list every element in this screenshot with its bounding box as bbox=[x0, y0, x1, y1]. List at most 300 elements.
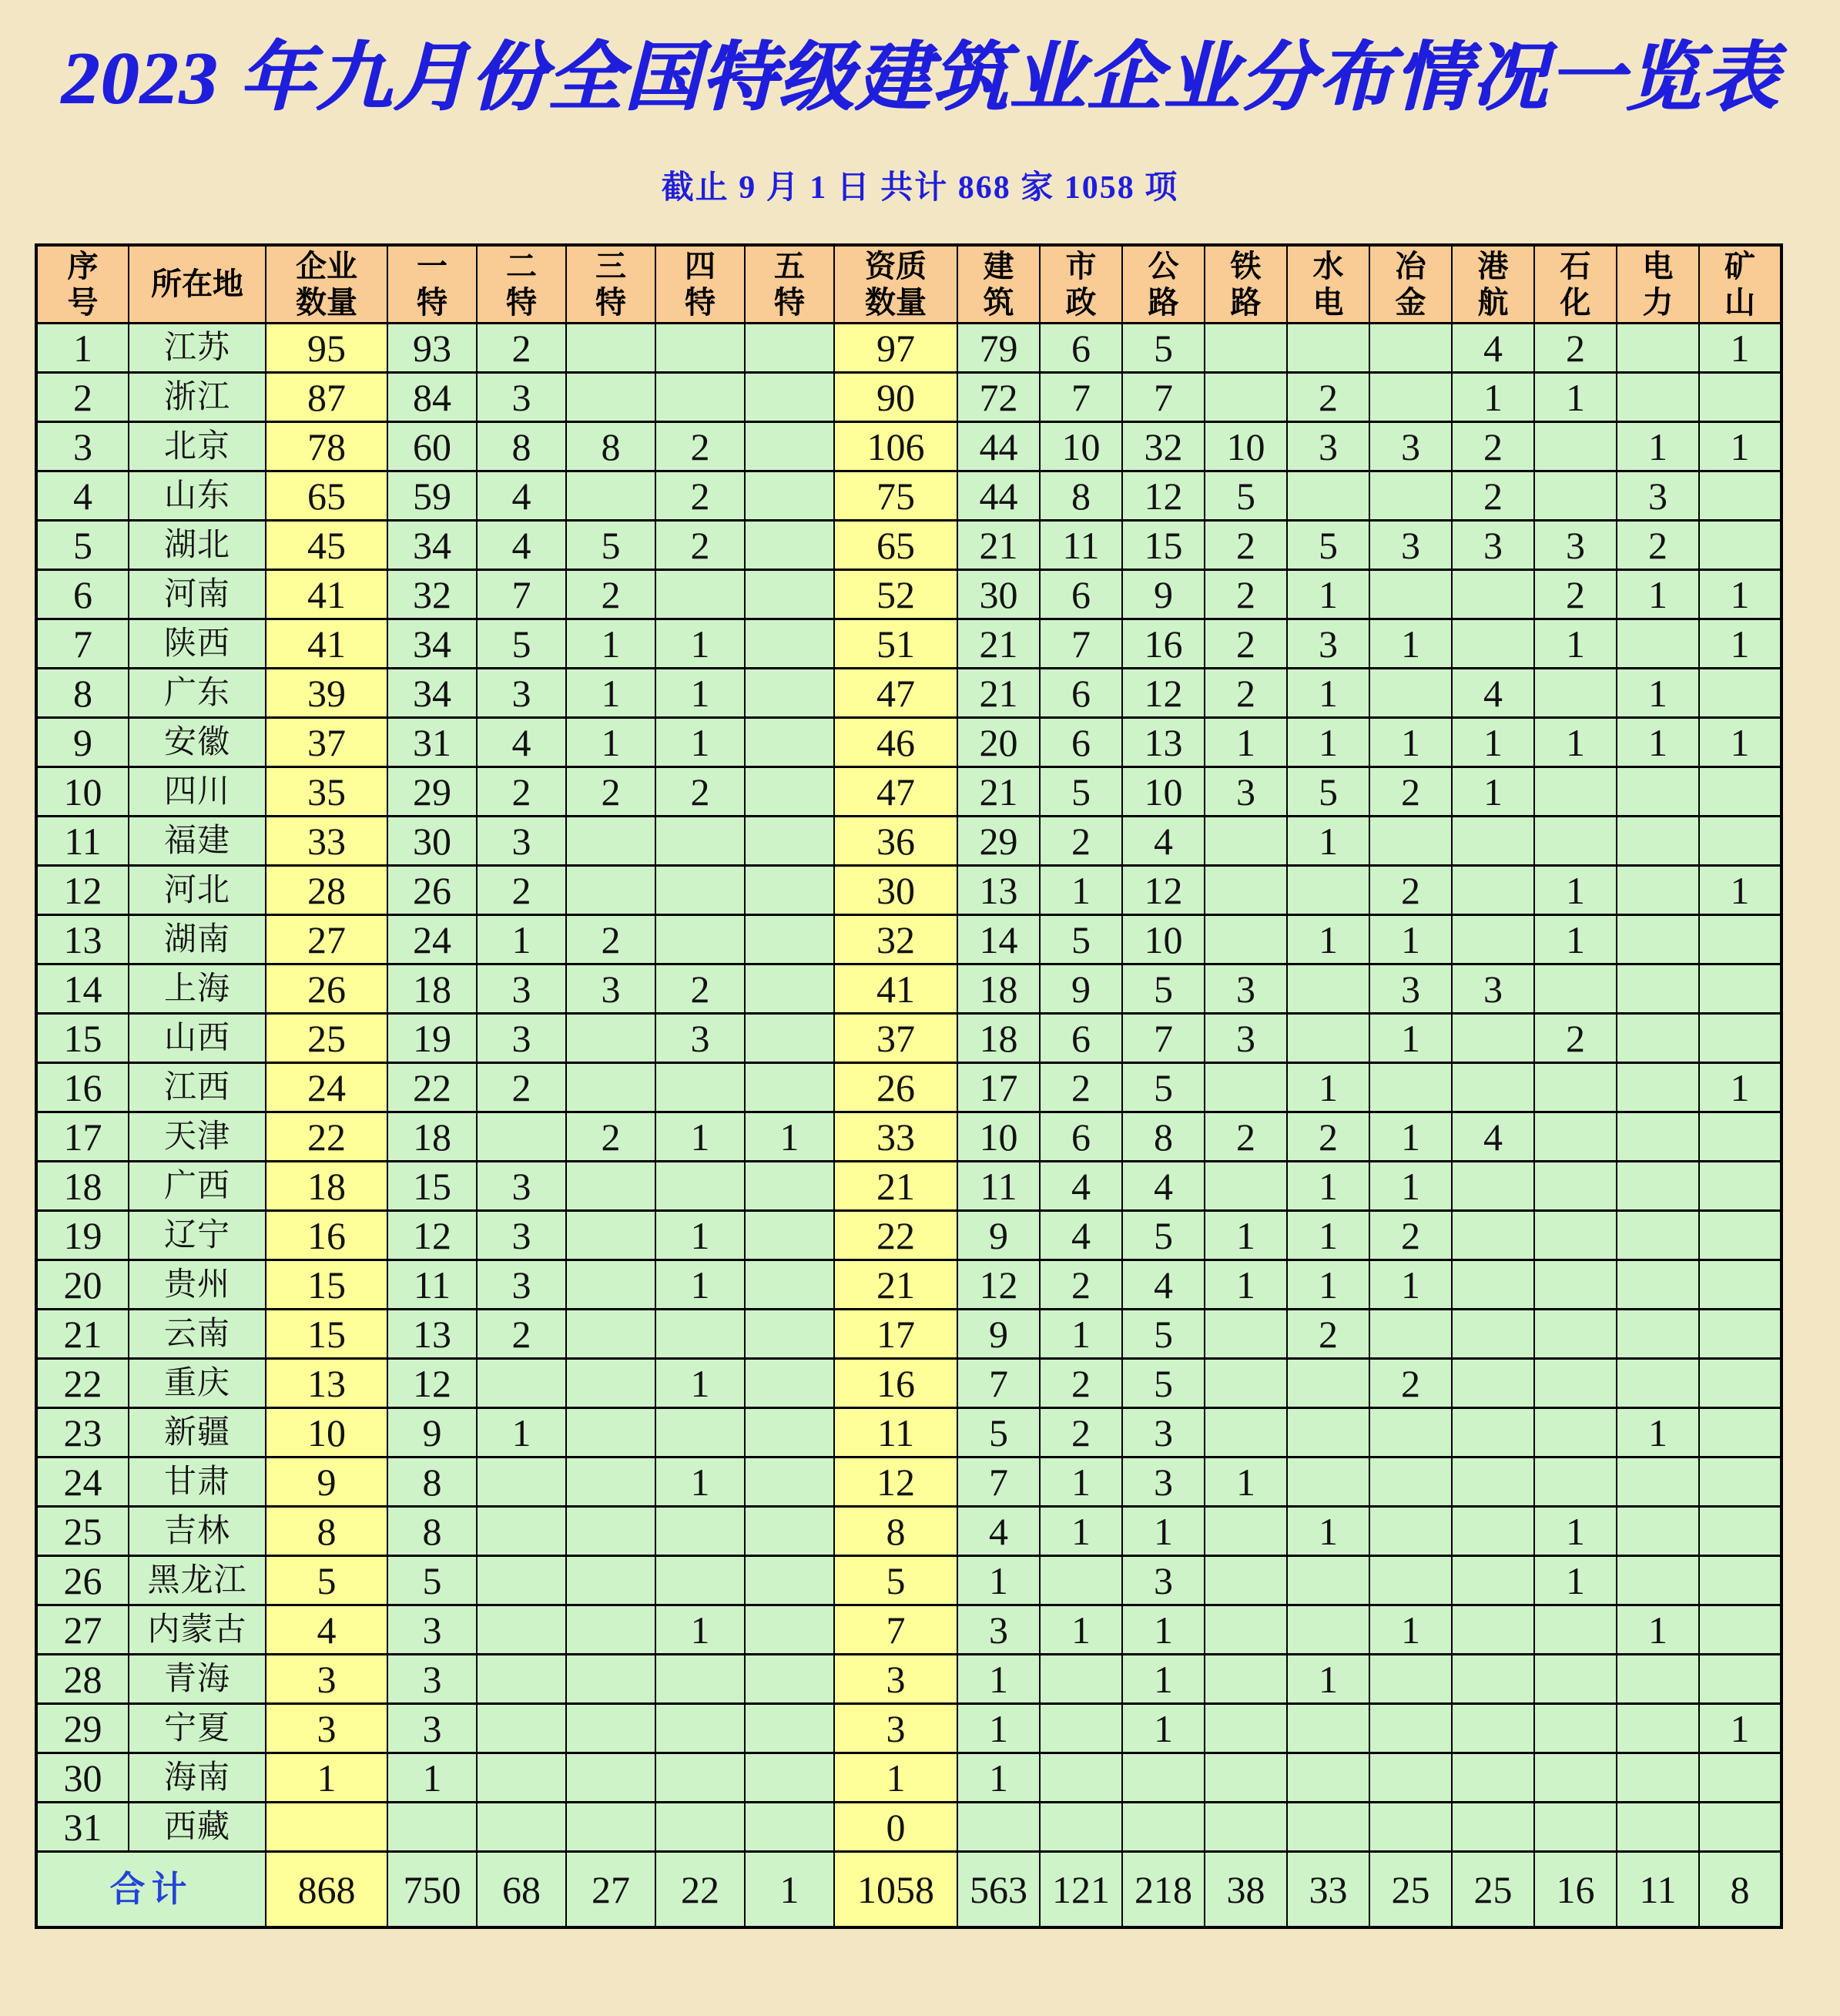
column-header-municipal bbox=[1040, 245, 1122, 324]
table-cell: 11 bbox=[1040, 521, 1122, 570]
table-cell: 12 bbox=[1122, 866, 1205, 915]
table-cell: 3 bbox=[957, 1605, 1040, 1655]
table-cell bbox=[1699, 1408, 1781, 1457]
table-cell: 1 bbox=[1534, 1556, 1617, 1605]
table-cell: 5 bbox=[1122, 1310, 1205, 1359]
table-cell: 1 bbox=[1205, 1260, 1287, 1310]
table-cell: 3 bbox=[1369, 521, 1452, 570]
table-cell: 1 bbox=[1699, 619, 1781, 669]
table-cell: 2 bbox=[566, 1112, 655, 1162]
table-cell bbox=[1617, 1310, 1699, 1359]
table-cell: 1 bbox=[477, 1408, 566, 1457]
table-cell bbox=[1205, 1310, 1287, 1359]
table-cell: 1 bbox=[1122, 1605, 1205, 1655]
table-cell bbox=[566, 471, 655, 521]
table-cell: 3 bbox=[1122, 1408, 1205, 1457]
table-cell bbox=[1699, 471, 1781, 521]
table-cell bbox=[566, 1211, 655, 1260]
table-cell bbox=[387, 1803, 477, 1852]
table-cell: 14 bbox=[957, 915, 1040, 964]
table-cell: 8 bbox=[1040, 471, 1122, 521]
table-cell bbox=[1287, 1556, 1369, 1605]
row-region-cell: 陕西 bbox=[129, 619, 266, 669]
total-value-cell: 16 bbox=[1534, 1852, 1617, 1927]
row-serial-cell: 27 bbox=[36, 1605, 129, 1655]
table-cell bbox=[1452, 1310, 1534, 1359]
table-row bbox=[36, 1260, 1781, 1310]
table-header bbox=[36, 245, 1781, 324]
table-cell: 6 bbox=[1040, 570, 1122, 619]
table-cell bbox=[745, 767, 834, 817]
table-cell: 34 bbox=[387, 619, 477, 669]
row-serial-cell: 12 bbox=[36, 866, 129, 915]
table-cell: 1 bbox=[655, 669, 745, 718]
row-region-cell: 贵州 bbox=[129, 1260, 266, 1310]
column-header-text: 四 bbox=[685, 248, 716, 283]
table-cell: 1 bbox=[1699, 1063, 1781, 1112]
table-cell: 17 bbox=[957, 1063, 1040, 1112]
table-cell: 6 bbox=[1040, 669, 1122, 718]
table-cell: 15 bbox=[1122, 521, 1205, 570]
column-header-location bbox=[129, 245, 266, 324]
table-cell: 1 bbox=[1369, 1605, 1452, 1655]
row-serial-cell: 9 bbox=[36, 718, 129, 767]
table-cell bbox=[1699, 817, 1781, 866]
table-cell bbox=[655, 1704, 745, 1753]
table-cell bbox=[566, 1162, 655, 1211]
column-header-metallurgy bbox=[1369, 245, 1452, 324]
table-cell: 4 bbox=[1040, 1211, 1122, 1260]
row-serial-cell: 18 bbox=[36, 1162, 129, 1211]
table-cell: 32 bbox=[1122, 422, 1205, 471]
table-cell bbox=[745, 964, 834, 1014]
table-cell: 1 bbox=[387, 1753, 477, 1803]
table-cell bbox=[655, 1408, 745, 1457]
table-cell bbox=[1452, 1556, 1534, 1605]
table-cell: 5 bbox=[387, 1556, 477, 1605]
table-cell: 3 bbox=[1122, 1457, 1205, 1507]
column-header-hydropower bbox=[1287, 245, 1369, 324]
table-cell: 2 bbox=[1040, 1063, 1122, 1112]
table-row bbox=[36, 669, 1781, 718]
table-cell: 9 bbox=[387, 1408, 477, 1457]
table-cell bbox=[477, 1112, 566, 1162]
table-cell bbox=[566, 1359, 655, 1408]
table-cell: 20 bbox=[957, 718, 1040, 767]
table-cell: 4 bbox=[266, 1605, 387, 1655]
table-row bbox=[36, 718, 1781, 767]
table-cell: 18 bbox=[266, 1162, 387, 1211]
table-cell: 1 bbox=[1369, 718, 1452, 767]
table-cell: 3 bbox=[387, 1655, 477, 1704]
table-cell bbox=[1699, 915, 1781, 964]
table-cell bbox=[1617, 1507, 1699, 1556]
table-cell bbox=[745, 1507, 834, 1556]
row-serial-cell: 4 bbox=[36, 471, 129, 521]
column-header-construction bbox=[957, 245, 1040, 324]
header-row bbox=[36, 245, 1781, 324]
table-cell: 33 bbox=[266, 817, 387, 866]
table-cell bbox=[1699, 1655, 1781, 1704]
table-cell bbox=[1287, 1408, 1369, 1457]
column-header-text: 数量 bbox=[296, 285, 357, 320]
column-header-text: 五 bbox=[774, 248, 805, 283]
table-cell bbox=[1617, 1112, 1699, 1162]
table-cell: 3 bbox=[1287, 619, 1369, 669]
table-cell: 3 bbox=[387, 1605, 477, 1655]
row-region-cell: 河北 bbox=[129, 866, 266, 915]
column-header-mining bbox=[1699, 245, 1781, 324]
table-cell bbox=[655, 1310, 745, 1359]
row-region-cell: 重庆 bbox=[129, 1359, 266, 1408]
table-cell: 44 bbox=[957, 422, 1040, 471]
column-header-text: 筑 bbox=[983, 285, 1014, 320]
table-cell: 12 bbox=[834, 1457, 957, 1507]
column-header-text: 三 bbox=[595, 248, 626, 283]
table-cell bbox=[1534, 767, 1617, 817]
table-cell: 6 bbox=[1040, 718, 1122, 767]
table-cell: 2 bbox=[1617, 521, 1699, 570]
table-cell bbox=[1617, 866, 1699, 915]
table-row bbox=[36, 1063, 1781, 1112]
table-cell bbox=[1452, 1507, 1534, 1556]
table-cell bbox=[566, 1507, 655, 1556]
table-cell: 1 bbox=[1699, 422, 1781, 471]
table-cell: 65 bbox=[266, 471, 387, 521]
table-cell bbox=[1287, 471, 1369, 521]
table-cell bbox=[1452, 619, 1534, 669]
table-cell bbox=[1369, 669, 1452, 718]
table-cell: 11 bbox=[957, 1162, 1040, 1211]
table-cell bbox=[1452, 866, 1534, 915]
table-cell: 2 bbox=[1369, 1211, 1452, 1260]
table-cell bbox=[745, 669, 834, 718]
table-cell bbox=[1369, 1556, 1452, 1605]
row-region-cell: 北京 bbox=[129, 422, 266, 471]
table-cell bbox=[566, 373, 655, 422]
table-cell bbox=[1369, 570, 1452, 619]
table-cell: 3 bbox=[1617, 471, 1699, 521]
table-cell bbox=[1287, 1359, 1369, 1408]
table-cell: 1 bbox=[655, 1112, 745, 1162]
column-header-text: 金 bbox=[1395, 285, 1426, 320]
table-cell: 1 bbox=[957, 1556, 1040, 1605]
column-header-text: 航 bbox=[1477, 285, 1509, 320]
table-cell bbox=[1369, 1753, 1452, 1803]
table-cell bbox=[1287, 1014, 1369, 1063]
column-header-electric-power bbox=[1617, 245, 1699, 324]
table-cell: 1 bbox=[1040, 1605, 1122, 1655]
table-cell: 2 bbox=[1040, 1359, 1122, 1408]
table-cell: 10 bbox=[266, 1408, 387, 1457]
total-value-cell: 27 bbox=[566, 1852, 655, 1927]
table-cell: 8 bbox=[566, 422, 655, 471]
table-cell: 2 bbox=[655, 521, 745, 570]
table-cell: 1 bbox=[1452, 767, 1534, 817]
table-cell: 4 bbox=[1122, 817, 1205, 866]
table-row bbox=[36, 1507, 1781, 1556]
table-cell: 10 bbox=[1122, 767, 1205, 817]
table-cell bbox=[1369, 1457, 1452, 1507]
table-cell: 1 bbox=[1287, 1507, 1369, 1556]
table-cell: 2 bbox=[1452, 422, 1534, 471]
table-cell: 2 bbox=[1369, 767, 1452, 817]
row-serial-cell: 30 bbox=[36, 1753, 129, 1803]
table-cell: 12 bbox=[387, 1211, 477, 1260]
table-cell bbox=[477, 1655, 566, 1704]
table-cell: 5 bbox=[834, 1556, 957, 1605]
table-cell bbox=[1452, 1014, 1534, 1063]
table-cell bbox=[566, 866, 655, 915]
table-cell: 1 bbox=[655, 1457, 745, 1507]
table-cell: 22 bbox=[387, 1063, 477, 1112]
table-cell: 26 bbox=[834, 1063, 957, 1112]
table-cell: 2 bbox=[1369, 1359, 1452, 1408]
table-cell: 2 bbox=[1205, 521, 1287, 570]
table-cell: 7 bbox=[834, 1605, 957, 1655]
table-cell: 21 bbox=[957, 767, 1040, 817]
table-cell bbox=[1205, 324, 1287, 373]
column-header-port-waterway bbox=[1452, 245, 1534, 324]
table-cell: 95 bbox=[266, 324, 387, 373]
table-cell: 4 bbox=[477, 471, 566, 521]
table-cell: 1 bbox=[957, 1704, 1040, 1753]
table-cell: 5 bbox=[1122, 1063, 1205, 1112]
table-cell: 9 bbox=[1122, 570, 1205, 619]
table-cell bbox=[1369, 1310, 1452, 1359]
table-cell: 4 bbox=[1452, 1112, 1534, 1162]
table-cell: 37 bbox=[266, 718, 387, 767]
column-header-special-1 bbox=[387, 245, 477, 324]
table-cell bbox=[745, 1063, 834, 1112]
total-value-cell: 868 bbox=[266, 1852, 387, 1927]
table-cell bbox=[1369, 1063, 1452, 1112]
table-cell: 1 bbox=[957, 1753, 1040, 1803]
table-cell: 1 bbox=[1287, 669, 1369, 718]
table-row bbox=[36, 767, 1781, 817]
total-value-cell: 22 bbox=[655, 1852, 745, 1927]
table-cell: 1 bbox=[1369, 915, 1452, 964]
total-value-cell: 33 bbox=[1287, 1852, 1369, 1927]
table-cell bbox=[566, 1605, 655, 1655]
table-cell: 87 bbox=[266, 373, 387, 422]
table-cell: 1 bbox=[1287, 1260, 1369, 1310]
table-cell bbox=[1452, 1408, 1534, 1457]
table-cell: 16 bbox=[266, 1211, 387, 1260]
row-serial-cell: 29 bbox=[36, 1704, 129, 1753]
table-cell: 1 bbox=[1287, 817, 1369, 866]
table-cell bbox=[1205, 1162, 1287, 1211]
table-row bbox=[36, 422, 1781, 471]
table-cell: 24 bbox=[387, 915, 477, 964]
table-cell bbox=[1617, 324, 1699, 373]
table-cell: 1 bbox=[1699, 866, 1781, 915]
table-cell: 2 bbox=[655, 422, 745, 471]
table-cell: 2 bbox=[1452, 471, 1534, 521]
table-cell: 13 bbox=[1122, 718, 1205, 767]
table-cell: 30 bbox=[957, 570, 1040, 619]
table-cell: 13 bbox=[957, 866, 1040, 915]
total-row bbox=[36, 1852, 1781, 1927]
table-cell bbox=[1617, 1457, 1699, 1507]
total-value-cell: 121 bbox=[1040, 1852, 1122, 1927]
table-cell: 93 bbox=[387, 324, 477, 373]
table-cell: 18 bbox=[957, 964, 1040, 1014]
table-cell: 2 bbox=[1534, 324, 1617, 373]
table-cell: 5 bbox=[566, 521, 655, 570]
table-cell bbox=[1534, 669, 1617, 718]
column-header-highway bbox=[1122, 245, 1205, 324]
table-cell: 2 bbox=[1040, 1260, 1122, 1310]
table-cell: 1 bbox=[1534, 619, 1617, 669]
column-header-special-4 bbox=[655, 245, 745, 324]
table-cell: 15 bbox=[266, 1260, 387, 1310]
table-cell: 16 bbox=[834, 1359, 957, 1408]
table-cell bbox=[1205, 1556, 1287, 1605]
row-region-cell: 内蒙古 bbox=[129, 1605, 266, 1655]
table-cell: 7 bbox=[1122, 373, 1205, 422]
table-cell: 15 bbox=[266, 1310, 387, 1359]
table-cell bbox=[477, 1605, 566, 1655]
table-cell bbox=[745, 1408, 834, 1457]
total-value-cell: 11 bbox=[1617, 1852, 1699, 1927]
column-header-text: 路 bbox=[1230, 285, 1262, 320]
table-cell bbox=[1699, 1605, 1781, 1655]
table-cell: 32 bbox=[387, 570, 477, 619]
table-cell bbox=[1534, 817, 1617, 866]
table-cell: 9 bbox=[266, 1457, 387, 1507]
table-cell: 16 bbox=[1122, 619, 1205, 669]
table-cell bbox=[1287, 1753, 1369, 1803]
table-cell: 3 bbox=[477, 817, 566, 866]
table-cell: 7 bbox=[957, 1359, 1040, 1408]
table-cell bbox=[1205, 1655, 1287, 1704]
table-body bbox=[36, 324, 1781, 1927]
table-cell: 1 bbox=[1699, 570, 1781, 619]
row-region-cell: 宁夏 bbox=[129, 1704, 266, 1753]
table-cell: 10 bbox=[957, 1112, 1040, 1162]
table-cell: 1 bbox=[1205, 718, 1287, 767]
table-cell: 35 bbox=[266, 767, 387, 817]
table-cell bbox=[655, 1753, 745, 1803]
column-header-text: 电 bbox=[1312, 285, 1344, 320]
table-cell: 45 bbox=[266, 521, 387, 570]
table-cell: 4 bbox=[1040, 1162, 1122, 1211]
row-serial-cell: 24 bbox=[36, 1457, 129, 1507]
table-cell: 1 bbox=[1287, 718, 1369, 767]
table-cell bbox=[1205, 1704, 1287, 1753]
table-cell bbox=[745, 1162, 834, 1211]
table-cell bbox=[1617, 1014, 1699, 1063]
table-cell bbox=[477, 1704, 566, 1753]
table-cell bbox=[655, 1655, 745, 1704]
table-cell: 3 bbox=[477, 669, 566, 718]
table-cell bbox=[745, 817, 834, 866]
table-cell bbox=[655, 1162, 745, 1211]
table-cell: 78 bbox=[266, 422, 387, 471]
table-cell bbox=[655, 1063, 745, 1112]
table-cell bbox=[1617, 1803, 1699, 1852]
table-cell: 41 bbox=[834, 964, 957, 1014]
row-serial-cell: 1 bbox=[36, 324, 129, 373]
table-cell: 1 bbox=[1699, 718, 1781, 767]
table-cell bbox=[1205, 1063, 1287, 1112]
table-cell bbox=[566, 1260, 655, 1310]
row-serial-cell: 23 bbox=[36, 1408, 129, 1457]
table-cell: 4 bbox=[1122, 1162, 1205, 1211]
page-subtitle: 截止 9 月 1 日 共计 868 家 1058 项 bbox=[661, 169, 1179, 206]
table-cell bbox=[1452, 1605, 1534, 1655]
table-cell: 26 bbox=[387, 866, 477, 915]
table-cell bbox=[1534, 1211, 1617, 1260]
table-row bbox=[36, 1211, 1781, 1260]
table-cell: 11 bbox=[834, 1408, 957, 1457]
table-cell bbox=[1369, 1507, 1452, 1556]
table-cell: 5 bbox=[1040, 915, 1122, 964]
table-cell: 4 bbox=[1122, 1260, 1205, 1310]
table-cell: 3 bbox=[387, 1704, 477, 1753]
table-cell: 30 bbox=[834, 866, 957, 915]
table-cell: 2 bbox=[655, 964, 745, 1014]
table-cell bbox=[1699, 1162, 1781, 1211]
table-cell bbox=[1617, 817, 1699, 866]
table-cell: 1 bbox=[1617, 1605, 1699, 1655]
table-row bbox=[36, 1556, 1781, 1605]
table-cell bbox=[1205, 817, 1287, 866]
total-value-cell: 563 bbox=[957, 1852, 1040, 1927]
table-cell bbox=[1617, 1359, 1699, 1408]
table-cell bbox=[957, 1803, 1040, 1852]
table-cell bbox=[1369, 1803, 1452, 1852]
table-cell: 5 bbox=[1205, 471, 1287, 521]
table-cell bbox=[1534, 1310, 1617, 1359]
table-cell bbox=[1534, 1260, 1617, 1310]
table-cell: 11 bbox=[387, 1260, 477, 1310]
table-cell bbox=[1205, 373, 1287, 422]
table-cell bbox=[1452, 1803, 1534, 1852]
table-cell bbox=[566, 1753, 655, 1803]
table-cell: 5 bbox=[1287, 767, 1369, 817]
table-cell: 3 bbox=[1287, 422, 1369, 471]
table-cell: 1 bbox=[566, 669, 655, 718]
table-cell bbox=[1534, 1605, 1617, 1655]
table-cell: 72 bbox=[957, 373, 1040, 422]
column-header-text: 数量 bbox=[865, 285, 927, 320]
table-cell bbox=[1534, 1112, 1617, 1162]
table-row bbox=[36, 1014, 1781, 1063]
row-region-cell: 山东 bbox=[129, 471, 266, 521]
table-row bbox=[36, 373, 1781, 422]
table-cell bbox=[1452, 1260, 1534, 1310]
table-cell: 7 bbox=[477, 570, 566, 619]
table-cell bbox=[1040, 1556, 1122, 1605]
table-cell: 7 bbox=[1122, 1014, 1205, 1063]
column-header-text: 矿 bbox=[1724, 248, 1755, 283]
table-cell: 52 bbox=[834, 570, 957, 619]
table-cell: 25 bbox=[266, 1014, 387, 1063]
table-cell bbox=[1040, 1803, 1122, 1852]
table-cell: 27 bbox=[266, 915, 387, 964]
table-cell: 5 bbox=[1122, 324, 1205, 373]
table-cell: 5 bbox=[1122, 1211, 1205, 1260]
row-region-cell: 河南 bbox=[129, 570, 266, 619]
table-cell: 1 bbox=[1040, 866, 1122, 915]
table-cell: 18 bbox=[957, 1014, 1040, 1063]
table-cell: 30 bbox=[387, 817, 477, 866]
table-cell bbox=[1452, 570, 1534, 619]
table-row bbox=[36, 570, 1781, 619]
table-cell: 8 bbox=[1122, 1112, 1205, 1162]
